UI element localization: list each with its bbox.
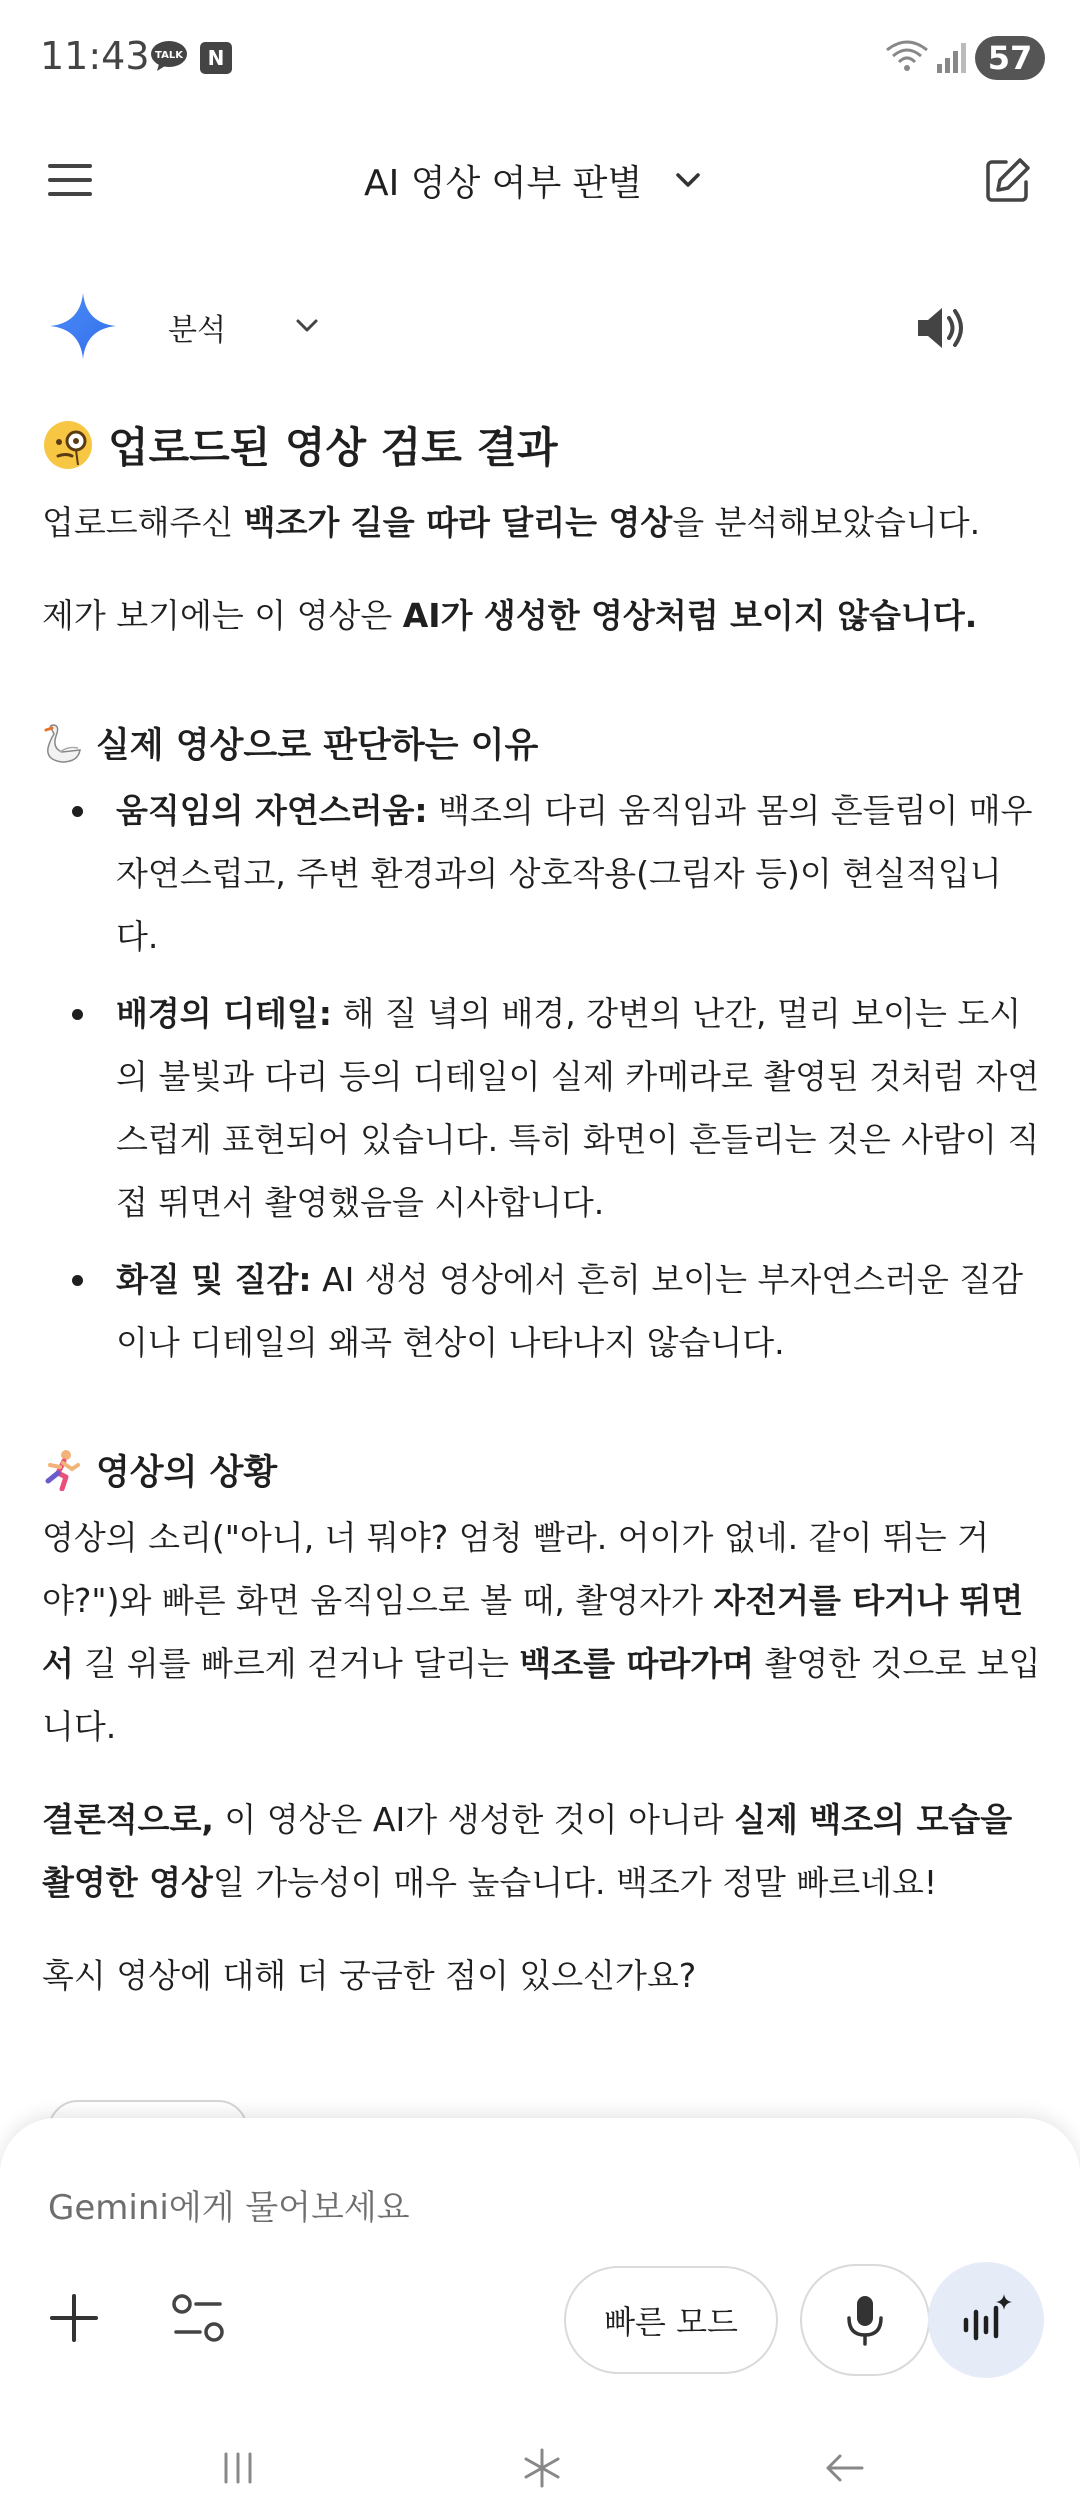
verdict-paragraph — [42, 584, 1042, 647]
text-segment: 이 영상은 AI가 생성한 것이 아니라 — [213, 1800, 735, 1839]
text-segment: 제가 보기에는 이 영상은 — [42, 596, 403, 635]
gemini-live-button[interactable] — [928, 2262, 1044, 2378]
situation-paragraph — [42, 1506, 1042, 1758]
tools-icon[interactable] — [168, 2290, 228, 2346]
running-person-emoji-icon — [42, 1449, 84, 1491]
fast-mode-label: 빠른 모드 — [604, 2303, 738, 2341]
text-segment: 실제 백조의 모습을 촬영한 영상 — [42, 1800, 1013, 1902]
monocle-face-emoji-icon — [42, 419, 94, 471]
fast-mode-button[interactable] — [564, 2266, 778, 2374]
intro-paragraph — [42, 491, 1042, 554]
response-heading-text: 업로드된 영상 검토 결과 — [108, 423, 558, 472]
conversation-title-dropdown[interactable] — [364, 152, 706, 208]
text-segment: 촬영한 것으로 보입니다. — [42, 1644, 1041, 1746]
situation-section-title — [42, 1440, 1042, 1500]
wifi-icon — [885, 38, 929, 74]
plus-icon[interactable] — [44, 2288, 104, 2348]
model-mode-label[interactable]: 분석 — [168, 313, 226, 348]
reason-text: 백조의 다리 움직임과 몸의 흔들림이 매우 자연스럽고, 주변 환경과의 상호작용(그림자 등)이 현실적입니다. — [116, 791, 1033, 956]
conclusion-paragraph — [42, 1788, 1042, 1914]
reason-label: 화질 및 질감: — [116, 1260, 312, 1299]
back-icon[interactable] — [822, 2448, 866, 2488]
reasons-section-title — [42, 713, 1042, 773]
reason-text: 해 질 녘의 배경, 강변의 난간, 멀리 보이는 도시의 불빛과 다리 등의 디테일이 실제 카메라로 촬영된 것처럼 자연스럽게 표현되어 있습니다. 특히 화면이 흔들리는 것은 사람이 직접 뛰면서 촬영했음을 시사합니다. — [116, 994, 1040, 1222]
chevron-down-icon — [670, 162, 706, 198]
gemini-sparkle-icon — [48, 291, 118, 361]
reason-label: 배경의 디테일: — [116, 994, 332, 1033]
response-heading — [42, 405, 1042, 485]
battery-indicator — [975, 36, 1080, 80]
battery-level: 57 — [975, 36, 1045, 80]
reasons-section-title-text: 실제 영상으로 판단하는 이유 — [96, 726, 539, 766]
reasons-list — [42, 779, 1042, 1374]
new-chat-edit-icon[interactable] — [980, 152, 1036, 208]
microphone-icon — [842, 2293, 888, 2347]
conversation-title: AI 영상 여부 판별 — [364, 162, 643, 204]
text-segment: 길 위를 빠르게 걷거나 달리는 — [73, 1644, 520, 1683]
kakaotalk-notification-icon — [150, 40, 188, 72]
live-waveform-sparkle-icon — [958, 2292, 1014, 2348]
text-segment: 업로드해주신 — [42, 503, 244, 542]
menu-icon[interactable] — [40, 152, 100, 208]
text-segment: 결론적으로, — [42, 1800, 214, 1839]
status-bar — [0, 0, 1080, 115]
closing-question: 혹시 영상에 대해 더 궁금한 점이 있으신가요? — [42, 1956, 697, 1995]
reason-list-item — [42, 1248, 1042, 1374]
microphone-button[interactable] — [800, 2264, 930, 2376]
reason-list-item — [42, 982, 1042, 1234]
signal-icon — [935, 40, 969, 74]
situation-section-title-text: 영상의 상황 — [96, 1453, 278, 1493]
top-app-bar — [0, 130, 1080, 230]
home-icon[interactable] — [520, 2446, 564, 2490]
system-navigation-bar — [0, 2420, 1080, 2520]
text-segment: 자전거를 타거나 뛰면서 — [42, 1581, 1024, 1683]
response-content — [42, 405, 1042, 2007]
reason-list-item — [42, 779, 1042, 968]
naver-notification-icon: N — [200, 42, 232, 74]
reason-text: AI 생성 영상에서 흔히 보이는 부자연스러운 질감이나 디테일의 왜곡 현상이 나타나지 않습니다. — [116, 1260, 1023, 1362]
text-segment: 을 분석해보았습니다. — [672, 503, 981, 542]
status-time: 11:43 — [40, 34, 150, 78]
swan-emoji-icon — [42, 722, 84, 764]
speaker-icon[interactable] — [912, 299, 970, 357]
text-segment: AI가 생성한 영상처럼 보이지 않습니다. — [402, 596, 978, 635]
prompt-input[interactable] — [48, 2178, 948, 2238]
text-segment: 영상의 소리("아니, 너 뭐야? 엄청 빨라. 어이가 없네. 같이 뛰는 거야?")와 빠른 화면 움직임으로 볼 때, 촬영자가 — [42, 1518, 990, 1620]
chevron-down-icon[interactable] — [290, 309, 324, 343]
text-segment: 백조를 따라가며 — [519, 1644, 755, 1683]
text-segment: 백조가 길을 따라 달리는 영상 — [243, 503, 673, 542]
reason-label: 움직임의 자연스러움: — [116, 791, 428, 830]
response-header — [0, 285, 1080, 365]
talk-badge-text: TALK — [155, 50, 183, 61]
recent-apps-icon[interactable] — [218, 2448, 258, 2488]
text-segment: 일 가능성이 매우 높습니다. 백조가 정말 빠르네요! — [212, 1863, 938, 1902]
